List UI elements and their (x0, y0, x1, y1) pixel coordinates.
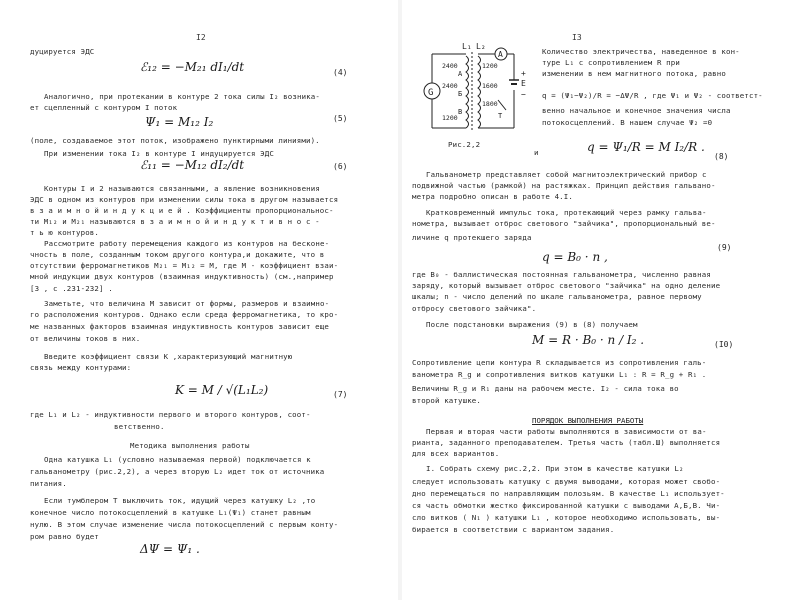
text-line: ром равно будет (30, 532, 99, 541)
equation-number: (6) (333, 162, 348, 171)
label-turns: 2400 (442, 82, 458, 90)
text-line: (поле, создаваемое этот поток, изображено пунктирными линиями). (30, 136, 320, 145)
equation-9: q = B₀ · n , (542, 250, 608, 264)
text-line: ся часть обмотки жестко фиксированной катушки с выводами А,Б,В. Чи- (412, 501, 721, 510)
text-line: туре L₁ с сопротивлением R при (542, 58, 680, 67)
text-line: и (534, 148, 539, 157)
text-line: Первая и вторая части работы выполняются в зависимости от ва- (426, 427, 707, 436)
text-line: Кратковременный импульс тока, протекающий через рамку гальва- (426, 208, 707, 217)
text-line: подвижной частью (рамкой) на растяжках. Принцип действия гальвано- (412, 181, 716, 190)
figure-caption: Рис.2,2 (448, 140, 481, 149)
text-line: сло витков ( N₁ ) катушки L₁ , которое необходимо использовать, вы- (412, 513, 721, 522)
text-line: Контуры I и 2 называются связанными, а явление возникновения (44, 184, 320, 193)
text-line: метра подробно описан в работе 4.I. (412, 192, 573, 201)
text-line: отсутствии ферромагнетиков M₂₁ = M₁₂ = M, где M - коэффициент взаи- (30, 261, 339, 270)
text-line: Одна катушка L₁ (условно называемая первой) подключается к (44, 455, 311, 464)
text-line: ме названных факторов взаимная индуктивность контуров зависит еще (30, 322, 329, 331)
text-line: шкалы; n - число делений по шкале гальванометра, равное первому (412, 292, 702, 301)
label-turns: 1200 (442, 114, 458, 122)
text-line: Аналогично, при протекании в контуре 2 тока силы I₂ возника- (44, 92, 320, 101)
text-line: потокосцеплений. В нашем случае Ψ₂ =0 (542, 118, 713, 127)
text-line: Величины R_g и R₁ даны на рабочем месте. I₂ - сила тока во (412, 384, 679, 393)
text-line: чность в поле, созданным током другого контура,и докажите, что в (30, 250, 325, 259)
page-number: I2 (196, 33, 206, 42)
label-plus: + (521, 69, 526, 78)
text-line: мной индукции двух контуров (взаимная индуктивность) (см.,например (30, 272, 334, 281)
text-line: ет сцепленный с контуром I поток (30, 103, 178, 112)
equation-number: (7) (333, 390, 348, 399)
text-line: гальванометру (рис.2,2), а через вторую L₂ идет ток от источника (30, 467, 325, 476)
label-turns: 1800 (482, 100, 498, 108)
equation-8: q = Ψ₁/R = M I₂/R . (587, 140, 705, 154)
left-page (0, 0, 398, 600)
text-line: для всех вариантов. (412, 449, 500, 458)
text-line: Рассмотрите работу перемещения каждого из контуров на бесконе- (44, 239, 330, 248)
equation-6: ℰ₁₁ = −M₁₂ dI₂/dt (140, 158, 245, 172)
text-line: Гальванометр представляет собой магнитоэлектрический прибор с (426, 170, 707, 179)
label-turns: 2400 (442, 62, 458, 70)
text-line: ЭДС в одном из контуров при изменении силы тока в другом называется (30, 195, 339, 204)
label-tap-a: А (458, 70, 463, 78)
equation-5: Ψ₁ = M₁₂ I₂ (145, 115, 214, 129)
text-line: Количество электричества, наведенное в кон- (542, 47, 740, 56)
text-line: При изменении тока I₂ в контуре I индуцируется ЭДС (44, 149, 274, 158)
text-line: го расположения контуров. Однако если среда ферромагнетика, то кро- (30, 310, 339, 319)
text-line: связь между контурами: (30, 363, 132, 372)
text-line: в з а и м н о й и н д у к ц и е й . Коэффициенты пропорциональнос- (30, 206, 334, 215)
equation-10: M = R · B₀ · n / I₂ . (532, 333, 645, 347)
label-tap-b: Б (458, 90, 463, 98)
right-page (402, 0, 800, 600)
label-tap-v: В (458, 108, 463, 116)
label-t: T (498, 112, 503, 120)
equation-number: (8) (714, 152, 729, 161)
section-heading: Методика выполнения работы (130, 441, 250, 450)
text-line: отбросу светового зайчика". (412, 304, 537, 313)
text-line: бирается в соответствии с вариантом задания. (412, 525, 615, 534)
text-line: ванометра R_g и сопротивления витков катушки L₁ : R = R_g + R₁ . (412, 370, 707, 379)
text-line: ветственно. (114, 422, 165, 431)
text-line: нометра, вызывает отброс светового "зайчика", пропорциональный ве- (412, 219, 716, 228)
label-e: E (521, 79, 526, 88)
label-l1: L₁ (462, 42, 472, 51)
text-line: венно начальное и конечное значения числа (542, 106, 731, 115)
equation-number: (9) (717, 243, 732, 252)
label-minus: − (521, 90, 526, 99)
equation-7: K = M / √(L₁L₂) (175, 383, 269, 397)
text-line: [3 , с .231-232] . (30, 284, 113, 293)
equation-delta-psi: ΔΨ = Ψ₁ . (140, 542, 200, 556)
section-heading: ПОРЯДОК ВЫПОЛНЕНИЯ РАБОТЫ (532, 416, 644, 425)
text-line: q = (Ψ₁−Ψ₂)/R = −ΔΨ/R , где Ψ₁ и Ψ₂ - соответст- (542, 91, 763, 100)
text-line: второй катушке. (412, 396, 481, 405)
label-l2: L₂ (476, 42, 486, 51)
text-line: от величины токов в них. (30, 334, 141, 343)
text-line: I. Собрать схему рис.2,2. При этом в качестве катушки L₂ (426, 464, 684, 473)
text-line: изменении в нем магнитного потока, равно (542, 69, 726, 78)
text-line: где B₀ - баллистическая постоянная гальванометра, численно равная (412, 270, 711, 279)
label-g: G (428, 88, 434, 98)
text-line: рианта, заданного преподавателем. Третья часть (табл.Ш) выполняется (412, 438, 721, 447)
circuit-diagram (418, 40, 538, 140)
text-line: где L₁ и L₂ - индуктивности первого и второго контуров, соот- (30, 410, 311, 419)
text-line: Если тумблером T выключить ток, идущий через катушку L₂ ,то (44, 496, 316, 505)
text-line: т ь ю контуров. (30, 228, 99, 237)
text-line: Заметьте, что величина M зависит от формы, размеров и взаимно- (44, 299, 330, 308)
text-line: конечное число потокосцеплений в катушке L₁(Ψ₁) станет равным (30, 508, 311, 517)
text-line: следует использовать катушку с двумя выводами, которая может свобо- (412, 477, 721, 486)
text-line: дуцируется ЭДС (30, 47, 95, 56)
equation-number: (4) (333, 68, 348, 77)
text-line: ти M₁₂ и M₂₁ называются в з а и м н о й и н д у к т и в н о с - (30, 217, 320, 226)
equation-number: (I0) (714, 340, 734, 349)
label-a: A (498, 50, 503, 59)
text-line: Введите коэффициент связи K ,характеризующий магнитную (44, 352, 293, 361)
text-line: заряду, который вызывает отброс светового "зайчика" на одно деление (412, 281, 721, 290)
equation-number: (5) (333, 114, 348, 123)
page-number: I3 (572, 33, 582, 42)
text-line: Сопротивление цепи контура R складывается из сопротивления галь- (412, 358, 707, 367)
text-line: дно перемещаться по направляющим полозьям. В качестве L₁ использует- (412, 489, 725, 498)
text-line: нулю. В этом случае изменение числа потокосцеплений с первым конту- (30, 520, 339, 529)
text-line: После подстановки выражения (9) в (8) получаем (426, 320, 638, 329)
equation-4: ℰ₁₂ = −M₂₁ dI₁/dt (140, 60, 245, 74)
text-line: питания. (30, 479, 67, 488)
label-turns: 1200 (482, 62, 498, 70)
label-turns: 1600 (482, 82, 498, 90)
text-line: личине q протекшего заряда (412, 233, 532, 242)
